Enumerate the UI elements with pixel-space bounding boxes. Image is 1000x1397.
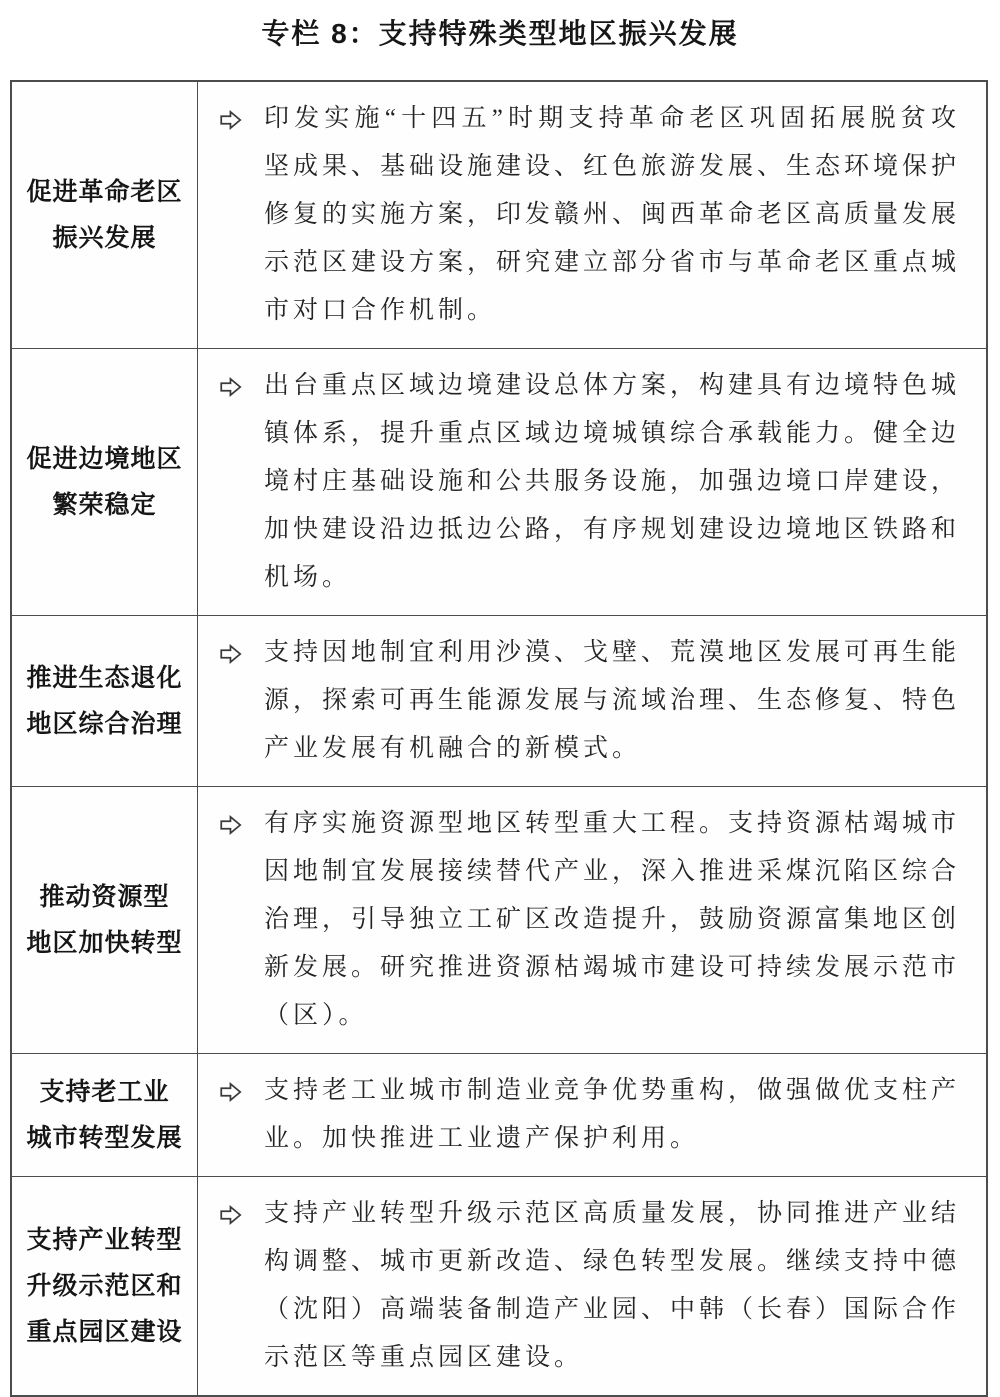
row-content-cell [198, 349, 986, 615]
table-row [12, 1054, 986, 1177]
header-line: 升级示范区和 [26, 1272, 183, 1300]
row-content-cell [198, 82, 986, 348]
header-line: 推进生态退化 [26, 664, 183, 692]
header-line: 促进革命老区 [26, 178, 183, 206]
row-content-text: 支持因地制宜利用沙漠、戈壁、荒漠地区发展可再生能源，探索可再生能源发展与流域治理、生态修复、特色产业发展有机融合的新模式。 [264, 639, 961, 762]
right-block-arrow-icon [218, 95, 264, 133]
row-content-cell [198, 616, 986, 786]
box-title: 专栏 8：支持特殊类型地区振兴发展 [261, 18, 739, 49]
header-line: 支持产业转型 [26, 1226, 183, 1254]
table-row [12, 616, 986, 787]
header-line: 城市转型发展 [26, 1124, 183, 1152]
row-content-text: 有序实施资源型地区转型重大工程。支持资源枯竭城市因地制宜发展接续替代产业，深入推进采煤沉陷区综合治理，引导独立工矿区改造提升，鼓励资源富集地区创新发展。研究推进资源枯竭城市建设可持续发展示范市（区）。 [264, 810, 961, 1029]
row-content-text: 支持老工业城市制造业竞争优势重构，做强做优支柱产业。加快推进工业遗产保护利用。 [264, 1077, 961, 1152]
table-row [12, 82, 986, 349]
row-category-header [12, 1054, 198, 1176]
row-content-cell [198, 1177, 986, 1395]
table-row [12, 1177, 986, 1395]
row-content-text: 出台重点区域边境建设总体方案，构建具有边境特色城镇体系，提升重点区域边境城镇综合承载能力。健全边境村庄基础设施和公共服务设施，加强边境口岸建设，加快建设沿边抵边公路，有序规划建设边境地区铁路和机场。 [264, 372, 961, 591]
header-line: 推动资源型 [39, 883, 170, 911]
row-category-header [12, 82, 198, 348]
header-line: 繁荣稳定 [52, 491, 157, 519]
header-line: 地区加快转型 [26, 929, 183, 957]
right-block-arrow-icon [218, 1190, 264, 1228]
row-content-text: 印发实施“十四五”时期支持革命老区巩固拓展脱贫攻坚成果、基础设施建设、红色旅游发展、生态环境保护修复的实施方案，印发赣州、闽西革命老区高质量发展示范区建设方案，研究建立部分省市与革命老区重点城市对口合作机制。 [264, 105, 961, 324]
header-line: 地区综合治理 [26, 710, 183, 738]
row-content-cell [198, 1054, 986, 1176]
right-block-arrow-icon [218, 362, 264, 400]
header-line: 重点园区建设 [26, 1318, 183, 1346]
right-block-arrow-icon [218, 1067, 264, 1105]
header-line: 振兴发展 [52, 224, 157, 252]
row-category-header [12, 1177, 198, 1395]
header-line: 促进边境地区 [26, 445, 183, 473]
right-block-arrow-icon [218, 800, 264, 838]
right-block-arrow-icon [218, 629, 264, 667]
header-line: 支持老工业 [39, 1078, 170, 1106]
row-content-text: 支持产业转型升级示范区高质量发展，协同推进产业结构调整、城市更新改造、绿色转型发展。继续支持中德（沈阳）高端装备制造产业园、中韩（长春）国际合作示范区等重点园区建设。 [264, 1200, 961, 1371]
table-row [12, 787, 986, 1054]
row-category-header [12, 616, 198, 786]
row-category-header [12, 349, 198, 615]
row-content-cell [198, 787, 986, 1053]
table-row [12, 349, 986, 616]
row-category-header [12, 787, 198, 1053]
special-regions-table [10, 80, 988, 1397]
